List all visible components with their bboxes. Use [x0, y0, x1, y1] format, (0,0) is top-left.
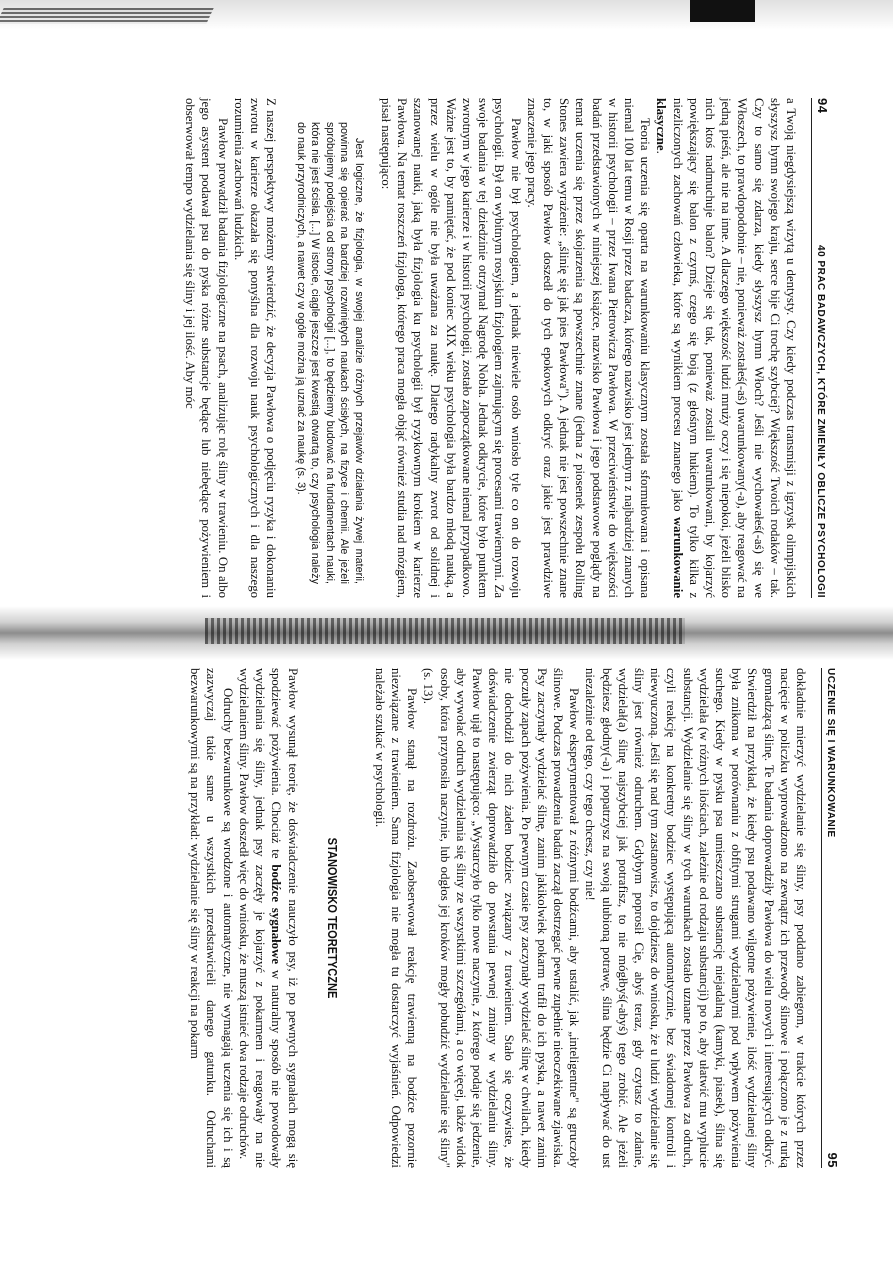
paragraph: Pawłow eksperymentował z różnymi bodźcami, aby ustalić, jak „inteligentne" są gruczoły ślinowe. Podczas prowadzenia badań zaczął dostrzegać pewne zupełnie nieoczekiwane zjawiska. Psy zaczynały wydzielać ślinę, zanim jakikolwiek pokarm trafił do ich pyska, a nawet zanim poczuły zapach pożywienia. Po pewnym czasie psy zaczynały wydzielać ślinę w chwilach, kiedy nie dochodził do nich żaden bodziec związany z trawieniem. Stało się oczywiste, że doświadczenie zwierząt doprowadziło do powstania pewnej zmiany w wydzielaniu śliny. Pawłow ujął to następująco: „Wystarczyło tylko nowe naczynie, z którego podaje się jedzenie, aby wywołać odruch wydzielania się śliny ze wszystkimi szczegółami, a co więcej, także widok osoby, która przynosiła naczynie, lub odgłos jej kroków mogły pobudzić wydzielanie się śliny" (s. 13).: [421, 668, 582, 1168]
scan-artifact-left: [0, 8, 214, 24]
running-head: 40 PRAC BADAWCZYCH, KTÓRE ZMIENIŁY OBLICZE PSYCHOLOGII: [815, 245, 826, 598]
paragraph: dokładnie mierzyć wydzielanie się śliny, psy poddano zabiegom, w trakcie których przez nacięcie w policzku wyprowadzono na zewnątrz ich przewody ślinowe i połączono je z rurką gromadzącą ślinę. Te badania doprowadziły Pawłowa do wielu nowych i interesujących odkryć. Stwierdził na przykład, że kiedy psu podawano wilgotne pożywienie, ilość wydzielanej śliny była znikoma w porównaniu z obfitymi strugami wydzielanymi pod wpływem pożywienia suchego. Kiedy w pysku psa umieszczano substancję niejadalną (kamyki, piasek), ślina się wydzielała (w różnych ilościach, zależnie od rodzaju substancji) po to, aby ułatwić mu wyplucie substancji. Wydzielanie się śliny w tych warunkach zostało uznane przez Pawłowa za odruch, czyli reakcję na konkretny bodziec występującą automatycznie, bez świadomej kontroli i niewyuczoną. Jeśli się nad tym zastanowisz, to dojdziesz do wniosku, że u ludzi wydzielanie się śliny jest również odruchem. Gdybym poprosił Cię, abyś teraz, gdy czytasz to zdanie, wydzielał(a) ślinę najszybciej jak potrafisz, to nie mógłbyś(-abyś) tego zrobić. Ale jeżeli będziesz głodny(-a) i popatrzysz na swoją ulubioną potrawę, ślina będzie Ci napływać do ust niezależnie od tego, czy tego chcesz, czy nie!: [583, 668, 808, 1168]
section-heading: STANOWISKO TEORETYCZNE: [324, 837, 340, 999]
paragraph: Pawłow nie był psychologiem, a jednak niewiele osób wniosło tyle co on do rozwoju psychologii. Był on wybitnym rosyjskim fizjologiem zajmującym się procesami trawiennymi. Za swoje badania w tej dziedzinie otrzymał Nagrodę Nobla. Jednak odkrycie, które było punktem zwrotnym w jego karierze i w historii psychologii, zostało zapoczątkowane niemal przypadkowo. Ważne jest to, by pamiętać, że pod koniec XIX wieku psychologia była bardzo młodą nauką, a przez wielu w ogóle nie była uważana za naukę. Dlatego radykalny zwrot od solidnej i szanowanej nauki, jaką była fizjologia ku psychologii był ryzykownym krokiem w karierze Pawłowa. Na temat roszczeń fizjologa, którego praca mogła objąć również studia nad mózgiem, pisał następująco:: [378, 98, 523, 598]
bold-term: bodźce sygnałowe: [269, 864, 284, 965]
page-header: [811, 98, 830, 598]
page-header: [821, 668, 840, 1168]
paragraph: Pawłow stanął na rozdrożu. Zaobserwował reakcję trawienną na bodźce pozornie niezwiązane z trawieniem. Sama fizjologia nie mogła tu dostarczyć wyjaśnień. Odpowiedzi należało szukać w psychologii.: [372, 668, 420, 1168]
page-95: [187, 668, 840, 1168]
paragraph: Pawłow wysunął teorię, że doświadczenie nauczyło psy, iż po pewnych sygnałach mogą się spodziewać pożywienia. Chociaż te bodźce sygnałowe w naturalny sposób nie powodowały wydzielania się śliny, jednak psy zaczęły je kojarzyć z pokarmem i reagowały na nie wydzielaniem śliny. Pawłow doszedł więc do wniosku, że muszą istnieć dwa rodzaje odruchów.: [236, 668, 300, 1168]
page-94: [182, 98, 830, 598]
scan-artifact-right: [690, 0, 755, 22]
paragraph: Odruchy bezwarunkowe są wrodzone i automatyczne, nie wymagają uczenia się ich i są zazwyczaj takie same u wszystkich przedstawicieli danego gatunku. Odruchami bezwarunkowymi są na przykład: wydzielanie się śliny w reakcji na pokarm: [188, 668, 235, 1168]
paragraph: Pawłow prowadził badania fizjologiczne na psach, analizując rolę śliny w trawieniu. On albo jego asystent podawał psu do pyska różne substancje będące lub niebędące pożywieniem i obserwował tempo wydzielania się śliny i jej ilość. Aby móc: [183, 98, 230, 598]
quote-text: Jest logiczne, że fizjologia, w swojej analizie różnych przejawów działania żywej materii, powinna się opierać na bardziej rozwiniętych naukach ścisłych, na fizyce i chemii. Ale jeżeli spróbujemy podejścia od strony psychologii [...], to będziemy budować na fundamentach nauki, która nie jest ścisła. [...] W istocie, ciągle jeszcze jest kwestią otwartą to, czy psychologia należy do nauk przyrodniczych, a nawet czy w ogóle można ją uznać za naukę (s. 3).: [294, 122, 365, 584]
block-quote: [293, 122, 366, 584]
paragraph: Z naszej perspektywy możemy stwierdzić, że decyzja Pawłowa o podjęciu ryzyka i dokonaniu zwrotu w karierze okazała się ponyślna dla rozwoju nauk psychologicznych i dla naszego rozumienia zachowań ludzkich.: [231, 98, 279, 598]
running-head: UCZENIE SIĘ I WARUNKOWANIE: [825, 668, 836, 838]
page-number: 94: [815, 98, 830, 114]
page-number: 95: [825, 1152, 840, 1168]
paragraph: a Twoją niegdysiejszą wizytą u dentysty. Czy kiedy podczas transmisji z igrzysk olimpijskich słyszysz hymn swojego kraju, serce bije Ci trochę szybciej? Większość Twoich rodaków – tak. Czy to samo się zdarza, kiedy słyszysz hymn Włoch? Jeśli nie wychowałeś(-aś) się we Włoszech, to prawdopodobnie – nie, ponieważ zostałeś(-aś) uwarunkowany(-a), aby reagować na jedną pieśń, ale nie na inne. A dlaczego większość ludzi mruży oczy i się niepokoi, jeżeli blisko nich ktoś nadmuchuje balon? Dzieje się tak, ponieważ zostali uwarunkowani, by kojarzyć powiększający się balon z czymś, czego się boją (z głośnym hukiem). To tylko kilka z niezliczonych zachowań człowieka, które są wynikiem procesu znanego jako warunkowanie klasyczne.: [654, 98, 798, 598]
spine-texture: [205, 618, 685, 644]
bold-term: warunkowanie klasyczne: [654, 98, 685, 598]
paragraph: Teoria uczenia się oparta na warunkowaniu klasycznym została sformułowana i opisana niemal 100 lat temu w Rosji przez badacza, którego nazwisko jest jednym z najbardziej znanych w historii psychologii – przez Iwana Pietrowicza Pawłowa. W przeciwieństwie do większości badań przedstawionych w niniejszej książce, nazwisko Pawłowa i jego podstawowe poglądy na temat uczenia się przez skojarzenia są powszechnie znane (jedna z piosenek zespołu Rolling Stones zawiera wyrażenie: „ślinię się jak pies Pawłowa"). A jednak nie jest powszechnie znane to, w jaki sposób Pawłow doszedł do tych epokowych odkryć oraz jakie jest prawdziwe znaczenie jego pracy.: [524, 98, 653, 598]
